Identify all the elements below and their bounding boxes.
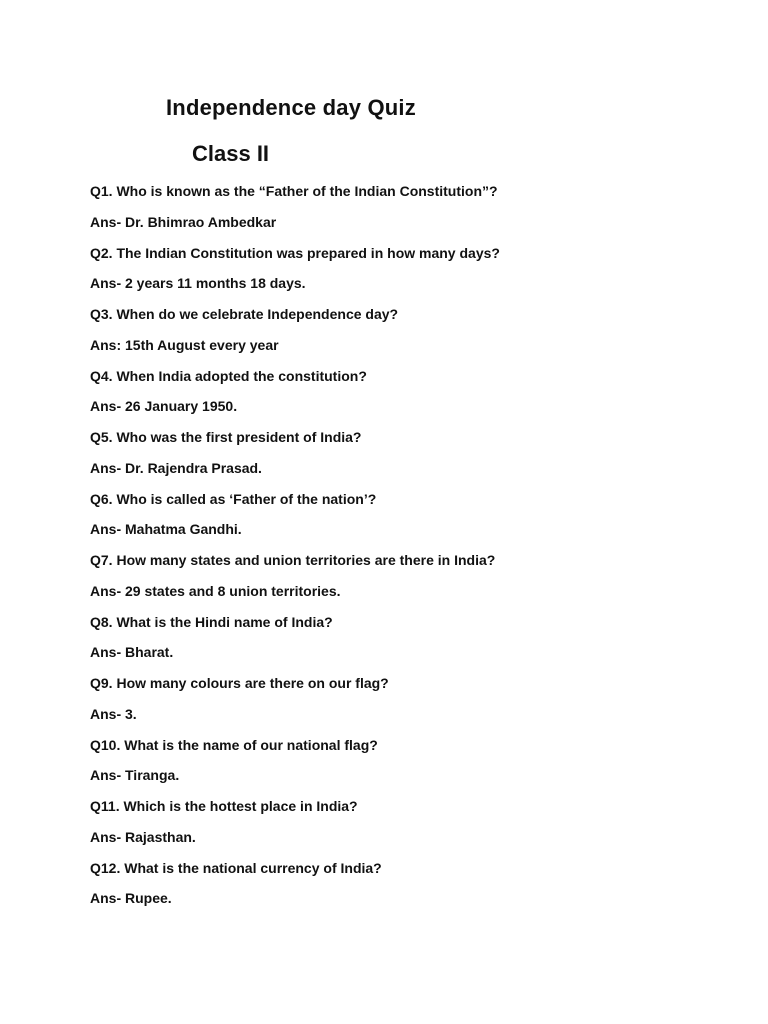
question-line: Q9. How many colours are there on our flag? <box>90 675 389 691</box>
answer-line: Ans- 2 years 11 months 18 days. <box>90 275 306 292</box>
answer-line: Ans- Rupee. <box>90 890 172 907</box>
question-line: Q8. What is the Hindi name of India? <box>90 613 333 630</box>
answer-line: Ans- Tiranga. <box>90 767 180 784</box>
question-line: Q11. Which is the hottest place in India? <box>90 798 358 814</box>
document-subtitle: Class II <box>192 141 270 166</box>
answer-line: Ans- Rajasthan. <box>90 828 196 845</box>
question-line: Q7. How many states and union territories are there in India? <box>90 552 496 568</box>
document-title: Independence day Quiz <box>166 95 416 120</box>
question-line: Q10. What is the name of our national flag? <box>90 736 378 753</box>
answer-line: Ans- Bharat. <box>90 644 174 661</box>
answer-line: Ans: 15th August every year <box>90 336 279 353</box>
question-line: Q2. The Indian Constitution was prepared in how many days? <box>90 244 500 261</box>
quiz-list <box>90 182 730 920</box>
question-line: Q6. Who is called as ‘Father of the nation’? <box>90 490 377 507</box>
answer-line: Ans- 3. <box>90 705 137 722</box>
question-line: Q4. When India adopted the constitution? <box>90 367 367 384</box>
answer-line: Ans- Dr. Rajendra Prasad. <box>90 459 262 476</box>
answer-line: Ans- 29 states and 8 union territories. <box>90 582 341 599</box>
answer-line: Ans- 26 January 1950. <box>90 398 238 415</box>
question-line: Q1. Who is known as the “Father of the Indian Constitution”? <box>90 183 498 199</box>
question-line: Q5. Who was the first president of India? <box>90 429 362 445</box>
question-line: Q3. When do we celebrate Independence day? <box>90 306 399 322</box>
question-line: Q12. What is the national currency of India? <box>90 859 382 876</box>
answer-line: Ans- Mahatma Gandhi. <box>90 521 242 538</box>
answer-line: Ans- Dr. Bhimrao Ambedkar <box>90 213 277 230</box>
